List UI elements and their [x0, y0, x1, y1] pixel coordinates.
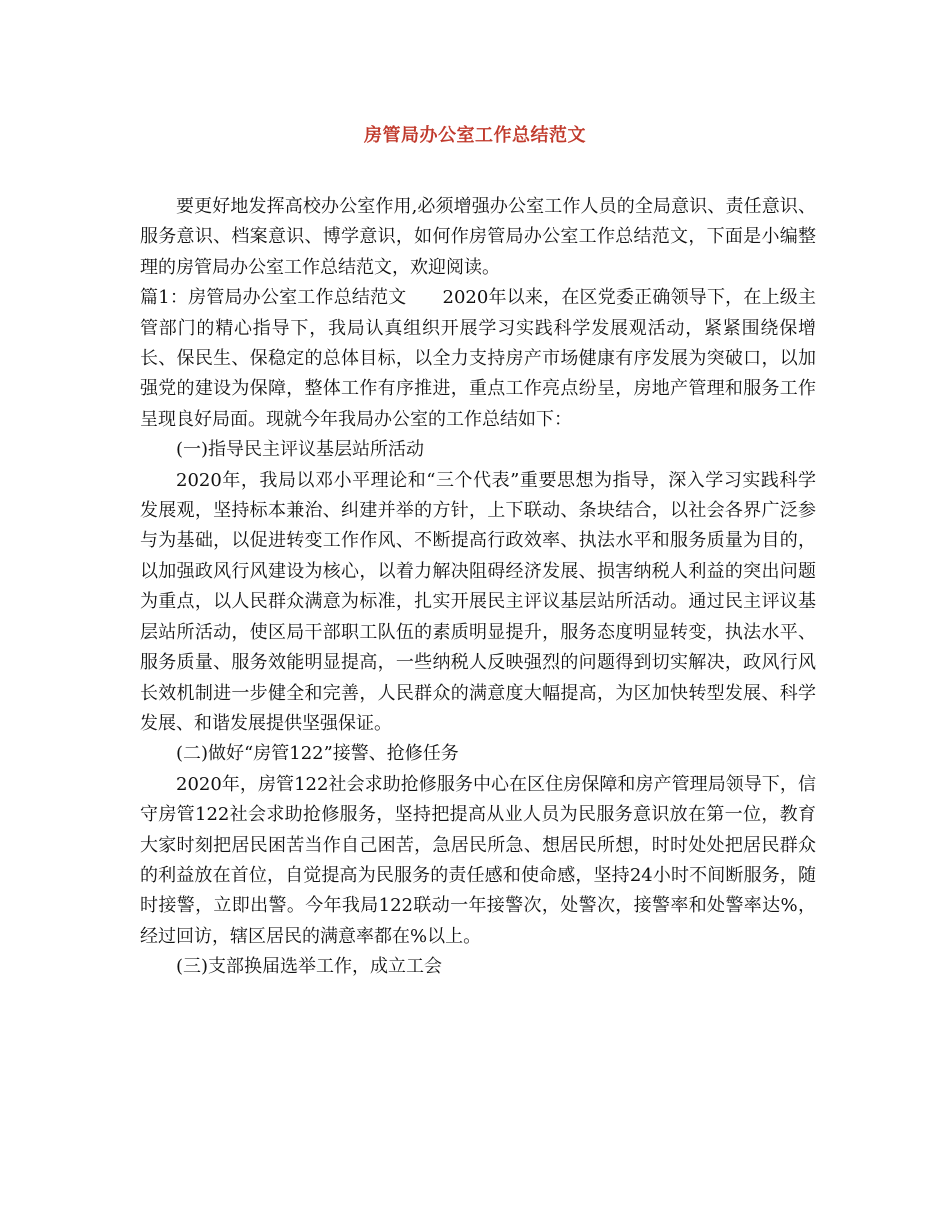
paragraph-1: 2020年，我局以邓小平理论和“三个代表”重要思想为指导，深入学习实践科学发展观，坚持标本兼治、纠建并举的方针，上下联动、条块结合，以社会各界广泛参与为基础，以促进转变工作作风、不断提高行政效率、执法水平和服务质量为目的，以加强政风行风建设为核心，以着力解决阻碍经济发展、损害纳税人利益的突出问题为重点，以人民群众满意为标准，扎实开展民主评议基层站所活动。通过民主评议基层站所活动，使区局干部职工队伍的素质明显提升，服务态度明显转变，执法水平、服务质量、服务效能明显提高，一些纳税人反映强烈的问题得到切实解决，政风行风长效机制进一步健全和完善，人民群众的满意度大幅提高，为区加快转型发展、科学发展、和谐发展提供坚强保证。: [140, 469, 816, 734]
article-opening-text: 2020年以来，在区党委正确领导下，在上级主管部门的精心指导下，我局认真组织开展学习实践科学发展观活动，紧紧围绕保增长、保民生、保稳定的总体目标，以全力支持房产市场健康有序发展为突破口，以加强党的建设为保障，整体工作有序推进，重点工作亮点纷呈，房地产管理和服务工作呈现良好局面。现就今年我局办公室的工作总结如下：: [140, 287, 816, 430]
subheading-3: (三)支部换届选举工作，成立工会: [176, 956, 443, 978]
subheading-2: (二)做好“房管122”接警、抢修任务: [176, 743, 459, 765]
intro-paragraph: 要更好地发挥高校办公室作用,必须增强办公室工作人员的全局意识、责任意识、服务意识、档案意识、博学意识，如何作房管局办公室工作总结范文，下面是小编整理的房管局办公室工作总结范文，欢迎阅读。: [140, 196, 816, 278]
article-heading: 篇1：房管局办公室工作总结范文: [140, 287, 407, 309]
document-title: 房管局办公室工作总结范文: [364, 125, 586, 146]
section-paragraph: [140, 283, 816, 435]
document-body: [140, 192, 816, 983]
paragraph-2: 2020年，房管122社会求助抢修服务中心在区住房保障和房产管理局领导下，信守房管122社会求助抢修服务，坚持把提高从业人员为民服务意识放在第一位，教育大家时刻把居民困苦当作自己困苦，急居民所急、想居民所想，时时处处把居民群众的利益放在首位，自觉提高为民服务的责任感和使命感，坚持24小时不间断服务，随时接警，立即出警。今年我局122联动一年接警次，处警次，接警率和处警率达%，经过回访，辖区居民的满意率都在%以上。: [140, 773, 816, 947]
subheading-1: (一)指导民主评议基层站所活动: [176, 439, 425, 461]
